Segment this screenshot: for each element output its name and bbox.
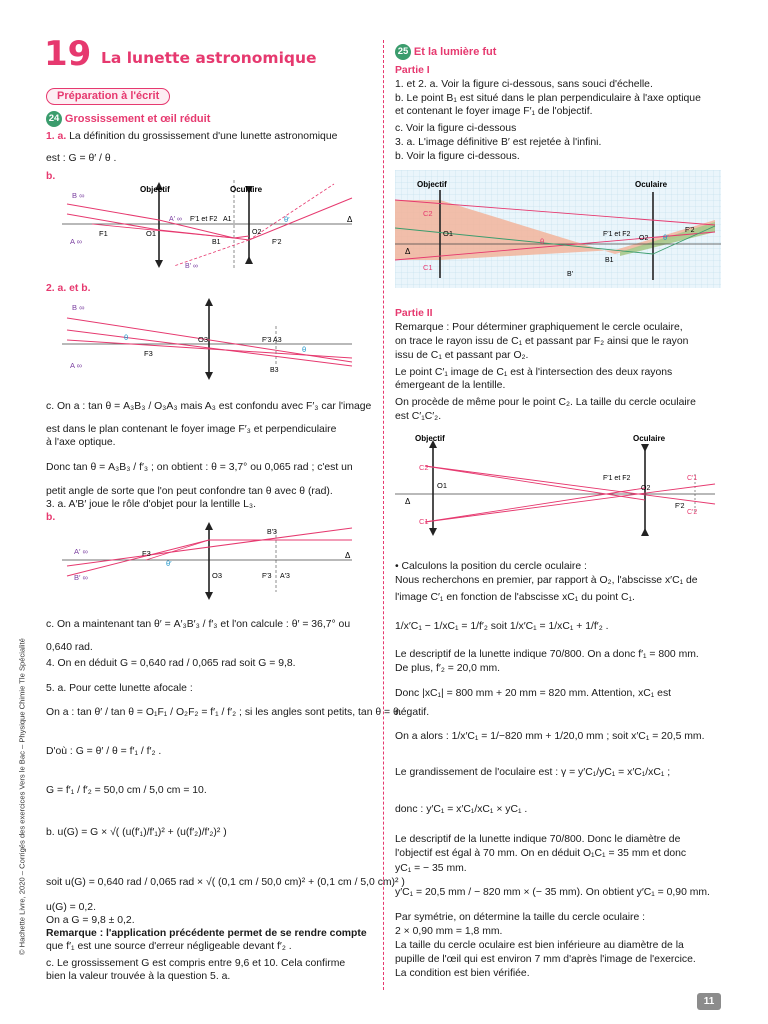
paragraph: 1. et 2. a. Voir la figure ci-dessous, sans souci d'échelle. [395, 79, 653, 90]
label-b-prime: B′ [567, 271, 573, 278]
paragraph: soit u(G) = 0,640 rad / 0,065 rad × √( (0,1 cm / 50,0 cm)² + (0,1 cm / 5,0 cm)² ) [46, 877, 405, 888]
label-theta: θ [124, 333, 129, 342]
paragraph: b. u(G) = G × √( (u(f′₁)/f′₁)² + (u(f′₂)/f′₂)² ) [46, 827, 227, 838]
label-b3: B3 [270, 367, 279, 374]
paragraph: La taille du cercle oculaire est bien inférieure au diamètre de la [395, 940, 684, 951]
label-f1f2: F′1 et F2 [190, 216, 218, 223]
paragraph: 1/x′C₁ − 1/xC₁ = 1/f′₂ soit 1/x′C₁ = 1/xC₁ + 1/f′₂ . [395, 621, 609, 632]
part-heading: Partie I [395, 65, 430, 76]
label-theta-prime: θ′ [663, 233, 669, 242]
exercise-number-badge: 25 [395, 44, 411, 60]
label-o2: O2 [641, 485, 651, 492]
paragraph: est C′₁C′₂. [395, 411, 442, 422]
paragraph: 5. a. Pour cette lunette afocale : [46, 683, 193, 694]
label-o1: O1 [443, 229, 454, 238]
question-label: b. [46, 512, 56, 523]
paragraph: Le grandissement de l'oculaire est : γ = y′C₁/yC₁ = x′C₁/xC₁ ; [395, 767, 671, 778]
label-f3: F3 [144, 349, 153, 358]
paragraph: c. On a maintenant tan θ′ = A′₃B′₃ / f′₃ et l'on calcule : θ′ = 36,7° ou [46, 619, 351, 630]
paragraph: c. On a : tan θ = A₃B₃ / O₃A₃ mais A₃ est confondu avec F′₃ car l'image [46, 401, 372, 412]
paragraph: bien la valeur trouvée à la question 5. a. [46, 971, 231, 982]
label-f1: F1 [99, 229, 108, 238]
paragraph: • Calculons la position du cercle oculaire : [395, 561, 587, 572]
column-divider [383, 40, 384, 990]
figure-2-diagram [62, 296, 362, 380]
label-b-infinity: B ∞ [72, 191, 85, 200]
label-theta: θ [540, 237, 545, 246]
label-o1: O1 [437, 481, 448, 490]
question-label: b. [46, 171, 56, 182]
label-c1: C1 [423, 263, 433, 272]
label-b1: B1 [212, 239, 221, 246]
label-o2: O2 [252, 229, 262, 236]
paragraph: petit angle de sorte que l'on peut confondre tan θ avec θ (rad). [46, 486, 333, 497]
label-b-prime-infinity: B′ ∞ [185, 263, 198, 270]
label-objectif: Objectif [417, 180, 447, 189]
paragraph: 1. a. La définition du grossissement d'une lunette astronomique [46, 131, 338, 142]
exercise-title: Et la lumière fut [413, 45, 497, 58]
paragraph: yC₁ = − 35 mm. [395, 863, 467, 874]
paragraph: 0,640 rad. [46, 642, 93, 653]
label-theta: θ [302, 345, 307, 354]
paragraph: c. Le grossissement G est compris entre 9,6 et 10. Cela confirme [46, 958, 346, 969]
label-oculaire: Oculaire [230, 185, 263, 194]
label-oculaire: Oculaire [635, 180, 668, 189]
label-b1: B1 [605, 257, 614, 264]
label-objectif: Objectif [140, 185, 170, 194]
figure-5-diagram [395, 428, 721, 538]
label-c2p: C′2 [687, 509, 698, 516]
label-c1p: C′1 [687, 475, 698, 482]
label-f3p-a3: F′3 A3 [262, 337, 282, 344]
label-oculaire: Oculaire [633, 434, 666, 443]
paragraph: Donc tan θ = A₃B₃ / f′₃ ; on obtient : θ = 3,7° ou 0,065 rad ; c'est un [46, 462, 353, 473]
paragraph: De plus, f′₂ = 20,0 mm. [395, 663, 501, 674]
paragraph: On a alors : 1/x′C₁ = 1/−820 mm + 1/20,0 mm ; soit x′C₁ = 20,5 mm. [395, 731, 705, 742]
paragraph: La condition est bien vérifiée. [395, 968, 530, 979]
paragraph: 2 × 0,90 mm = 1,8 mm. [395, 926, 503, 937]
paragraph: Le descriptif de la lunette indique 70/800. Donc le diamètre de [395, 834, 681, 845]
paragraph: b. Voir la figure ci-dessous. [395, 151, 520, 162]
exercise-24-header [46, 111, 210, 127]
label-f2p: F′2 [675, 503, 685, 510]
label-a-infinity: A ∞ [70, 361, 83, 370]
paragraph: Le descriptif de la lunette indique 70/800. On a donc f′₁ = 800 mm. [395, 649, 699, 660]
paragraph: l'objectif est égal à 70 mm. On en déduit O₁C₁ = 35 mm et donc [395, 848, 687, 859]
label-delta: Δ [405, 497, 411, 506]
label-f2p: F′2 [685, 227, 695, 234]
paragraph: donc : y′C₁ = x′C₁/xC₁ × yC₁ . [395, 804, 528, 815]
label-o3: O3 [198, 335, 209, 344]
label-theta-prime: θ′ [284, 215, 290, 224]
label-a1: A1 [223, 216, 232, 223]
exercise-number-badge: 24 [46, 111, 62, 127]
label-f3: F3 [142, 549, 151, 558]
label-a-prime-infinity: A′ ∞ [74, 547, 88, 556]
paragraph: à l'axe optique. [46, 437, 116, 448]
paragraph: 3. a. A′B′ joue le rôle d'objet pour la lentille L₃. [46, 499, 256, 510]
paragraph: Par symétrie, on détermine la taille du cercle oculaire : [395, 912, 646, 923]
section-badge: Préparation à l'écrit [46, 88, 170, 105]
paragraph: Nous recherchons en premier, par rapport à O₂, l'abscisse x′C₁ de [395, 575, 698, 586]
page-number: 11 [697, 993, 721, 1010]
label-o1: O1 [146, 229, 157, 238]
paragraph: u(G) = 0,2. [46, 902, 96, 913]
paragraph: On procède de même pour le point C₂. La taille du cercle oculaire [395, 397, 696, 408]
paragraph: l'image C′₁ en fonction de l'abscisse xC₁ du point C₁. [395, 592, 635, 603]
label-b3p: B′3 [267, 529, 277, 536]
paragraph: est : G = θ′ / θ . [46, 153, 117, 164]
paragraph: issu de C₁ et passant par O₂. [395, 350, 529, 361]
label-c2: C2 [419, 463, 429, 472]
chapter-title: La lunette astronomique [101, 49, 317, 67]
label-o2: O2 [639, 235, 649, 242]
label-o3: O3 [212, 571, 223, 580]
paragraph: On a G = 9,8 ± 0,2. [46, 915, 135, 926]
label-objectif: Objectif [415, 434, 445, 443]
part-heading: Partie II [395, 308, 433, 319]
copyright-sidebar [14, 620, 28, 980]
paragraph: on trace le rayon issu de C₁ et passant par F₂ ainsi que le rayon [395, 336, 689, 347]
label-c2: C2 [423, 209, 433, 218]
label-b-prime-infinity: B′ ∞ [74, 573, 88, 582]
paragraph: négatif. [395, 707, 430, 718]
paragraph: que f′₁ est une source d'erreur négligeable devant f′₂ . [46, 941, 292, 952]
exercise-title: Grossissement et œil réduit [64, 112, 211, 125]
paragraph: émergeant de la lentille. [395, 380, 506, 391]
exercise-25-header [395, 44, 496, 60]
label-a-prime: A′ ∞ [169, 216, 182, 223]
paragraph: b. Le point B₁ est situé dans le plan perpendiculaire à l'axe optique [395, 93, 701, 104]
paragraph: est dans le plan contenant le foyer image F′₃ et perpendiculaire [46, 424, 337, 435]
label-a-infinity: A ∞ [70, 237, 83, 246]
paragraph: c. Voir la figure ci-dessous [395, 123, 517, 134]
paragraph: et contenant le foyer image F′₁ de l'objectif. [395, 106, 593, 117]
paragraph: D'où : G = θ′ / θ = f′₁ / f′₂ . [46, 746, 162, 757]
paragraph: 3. a. L'image définitive B′ est rejetée à l'infini. [395, 137, 602, 148]
figure-3-diagram [62, 522, 362, 606]
paragraph: y′C₁ = 20,5 mm / − 820 mm × (− 35 mm). On obtient y′C₁ = 0,90 mm. [395, 887, 710, 898]
paragraph: On a : tan θ′ / tan θ = O₁F₁ / O₂F₂ = f′₁ / f′₂ ; si les angles sont petits, tan θ = θ. [46, 707, 402, 718]
chapter-number: 19 [44, 34, 92, 74]
label-theta-prime: θ′ [166, 559, 172, 568]
paragraph: Remarque : Pour déterminer graphiquement le cercle oculaire, [395, 322, 683, 333]
copyright-text: © Hachette Livre, 2020 – Corrigés des exercices Vers le Bac – Physique Chimie Tle Spécialité [17, 638, 27, 956]
paragraph: Donc |xC₁| = 800 mm + 20 mm = 820 mm. Attention, xC₁ est [395, 688, 672, 699]
label-c1: C1 [419, 517, 429, 526]
paragraph: 4. On en déduit G = 0,640 rad / 0,065 rad soit G = 9,8. [46, 658, 296, 669]
paragraph: Le point C′₁ image de C₁ est à l'intersection des deux rayons [395, 367, 673, 378]
label-f1f2: F′1 et F2 [603, 231, 631, 238]
label-f1f2: F′1 et F2 [603, 475, 631, 482]
paragraph: Remarque : l'application précédente permet de se rendre compte [46, 928, 367, 939]
figure-1-diagram [62, 178, 362, 272]
question-label: 2. a. et b. [46, 283, 91, 294]
label-a3p: A′3 [280, 573, 290, 580]
label-b-infinity: B ∞ [72, 303, 85, 312]
label-delta: Δ [345, 551, 351, 560]
paragraph: pupille de l'œil qui est environ 7 mm d'après l'image de l'exercice. [395, 954, 696, 965]
label-delta: Δ [405, 247, 411, 256]
figure-4-diagram [395, 170, 721, 288]
paragraph: G = f′₁ / f′₂ = 50,0 cm / 5,0 cm = 10. [46, 785, 207, 796]
label-f3p: F′3 [262, 573, 272, 580]
label-f2p: F′2 [272, 239, 282, 246]
label-delta: Δ [347, 215, 353, 224]
